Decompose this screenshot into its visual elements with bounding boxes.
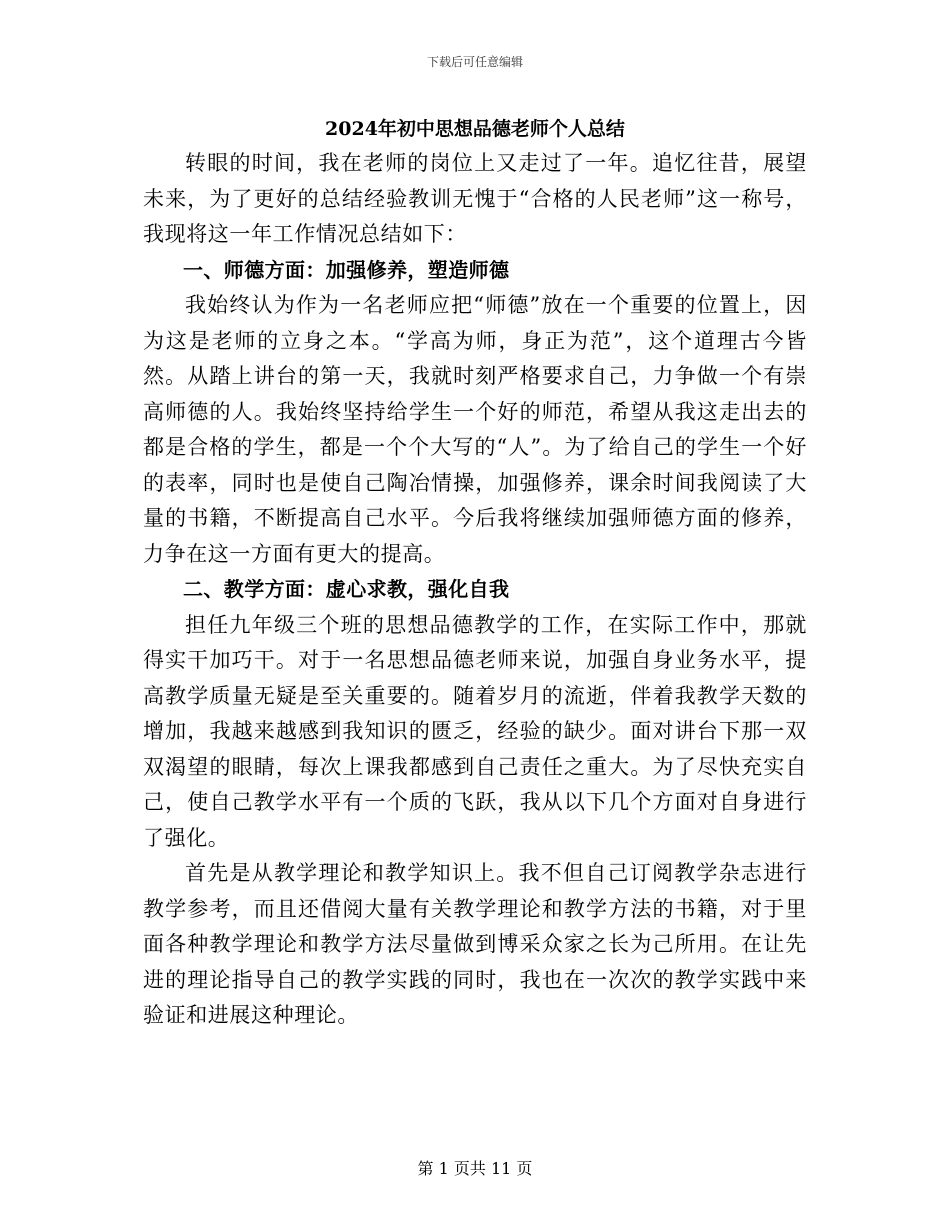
page-number: 第 1 页共 11 页 [417, 1159, 533, 1178]
page-header-note: 下载后可任意编辑 [426, 55, 523, 69]
document-body [143, 146, 807, 1034]
section-heading-ethics: 一、师德方面：加强修养，塑造师德 [183, 257, 510, 282]
intro-paragraph: 转眼的时间，我在老师的岗位上又走过了一年。追忆往昔，展望未来，为了更好的总结经验教训无愧于“合格的人民老师”这一称号，我现将这一年工作情况总结如下： [143, 151, 807, 246]
theory-paragraph: 首先是从教学理论和教学知识上。我不但自己订阅教学杂志进行教学参考，而且还借阅大量有关教学理论和教学方法的书籍，对于里面各种教学理论和教学方法尽量做到博采众家之长为己所用。在让先进的理论指导自己的教学实践的同时，我也在一次次的教学实践中来验证和进展这种理论。 [143, 861, 807, 1027]
document-title: 2024年初中思想品德老师个人总结 [325, 118, 625, 140]
ethics-paragraph: 我始终认为作为一名老师应把“师德”放在一个重要的位置上，因为这是老师的立身之本。“学高为师，身正为范”，这个道理古今皆然。从踏上讲台的第一天，我就时刻严格要求自己，力争做一个有崇高师德的人。我始终坚持给学生一个好的师范，希望从我这走出去的都是合格的学生，都是一个个大写的“人”。为了给自己的学生一个好的表率，同时也是使自己陶冶情操，加强修养，课余时间我阅读了大量的书籍，不断提高自己水平。今后我将继续加强师德方面的修养，力争在这一方面有更大的提高。 [143, 293, 807, 566]
teaching-paragraph: 担任九年级三个班的思想品德教学的工作，在实际工作中，那就得实干加巧干。对于一名思想品德老师来说，加强自身业务水平，提高教学质量无疑是至关重要的。随着岁月的流逝，伴着我教学天数的增加，我越来越感到我知识的匮乏，经验的缺少。面对讲台下那一双双渴望的眼睛，每次上课我都感到自己责任之重大。为了尽快充实自己，使自己教学水平有一个质的飞跃，我从以下几个方面对自身进行了强化。 [143, 612, 807, 850]
section-heading-teaching: 二、教学方面：虚心求教，强化自我 [183, 577, 510, 601]
